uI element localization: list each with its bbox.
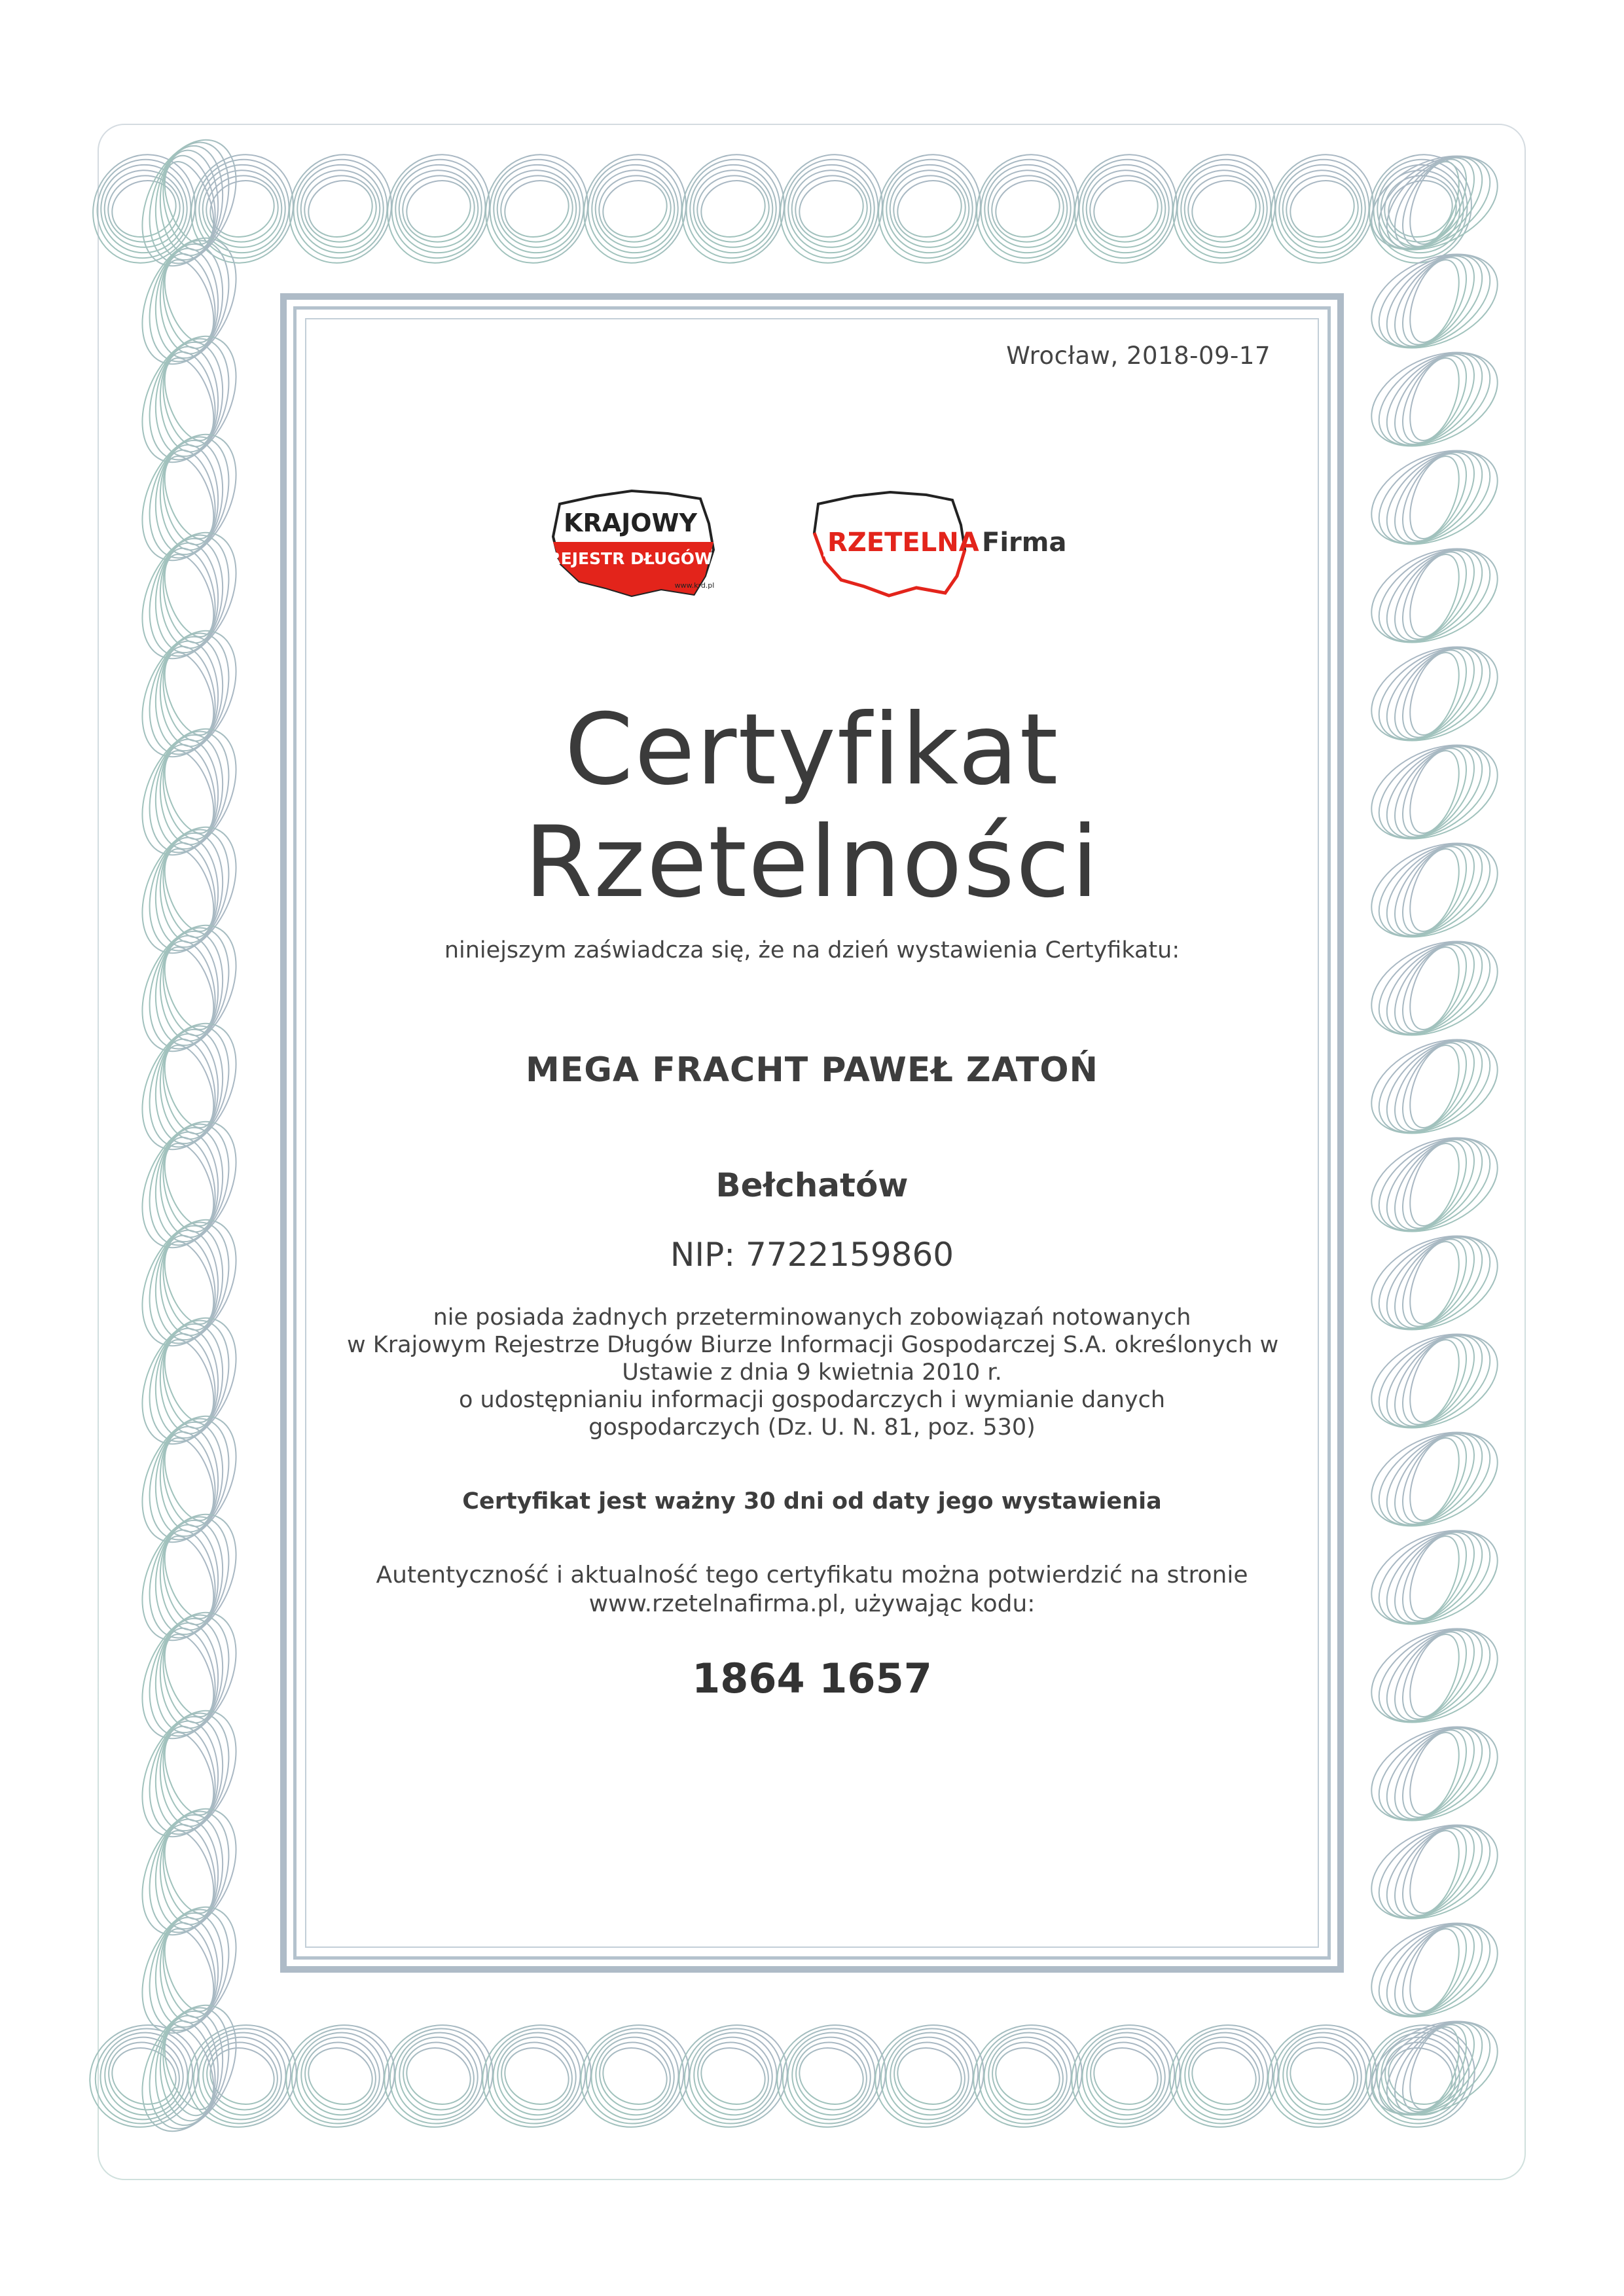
statement-line: nie posiada żadnych przeterminowanych zobowiązań notowanych	[433, 1304, 1191, 1331]
authenticity-text	[308, 1561, 1316, 1619]
krd-logo-line1: KRAJOWY	[564, 509, 697, 537]
company-name: MEGA FRACHT PAWEŁ ZATOŃ	[525, 1050, 1099, 1090]
title-line-1: Certyfikat	[564, 693, 1060, 807]
intro-text: niniejszym zaświadcza się, że na dzień wystawienia Certyfikatu:	[444, 937, 1180, 963]
validity-note: Certyfikat jest ważny 30 dni od daty jego wystawienia	[462, 1488, 1162, 1515]
statement-line: gospodarczych (Dz. U. N. 81, poz. 530)	[588, 1414, 1036, 1441]
company-nip: NIP: 7722159860	[670, 1236, 954, 1274]
certificate-content	[308, 321, 1316, 1945]
statement-text	[347, 1304, 1277, 1441]
krd-logo-line2: REJESTR DŁUGÓW	[548, 549, 713, 568]
verification-code: 1864 1657	[692, 1655, 932, 1702]
statement-line: Ustawie z dnia 9 kwietnia 2010 r.	[622, 1359, 1002, 1386]
certificate-title	[308, 694, 1316, 919]
krd-logo	[533, 484, 723, 602]
title-line-2: Rzetelności	[524, 806, 1100, 920]
authenticity-line-2: www.rzetelnafirma.pl, używając kodu:	[588, 1590, 1036, 1617]
authenticity-line-1: Autentyczność i aktualność tego certyfikatu można potwierdzić na stronie	[376, 1562, 1248, 1588]
rzetelna-logo-dark: Firma	[982, 528, 1067, 558]
rzetelna-firma-logo	[805, 484, 1093, 609]
krd-logo-url: www.krd.pl	[674, 581, 715, 590]
issue-date: Wrocław, 2018-09-17	[1006, 342, 1271, 370]
company-city: Bełchatów	[715, 1166, 909, 1204]
statement-line: w Krajowym Rejestrze Długów Biurze Informacji Gospodarczej S.A. określonych w	[347, 1332, 1279, 1358]
rzetelna-logo-red: RZETELNA	[827, 528, 979, 558]
statement-line: o udostępnianiu informacji gospodarczych i wymianie danych	[458, 1387, 1166, 1413]
